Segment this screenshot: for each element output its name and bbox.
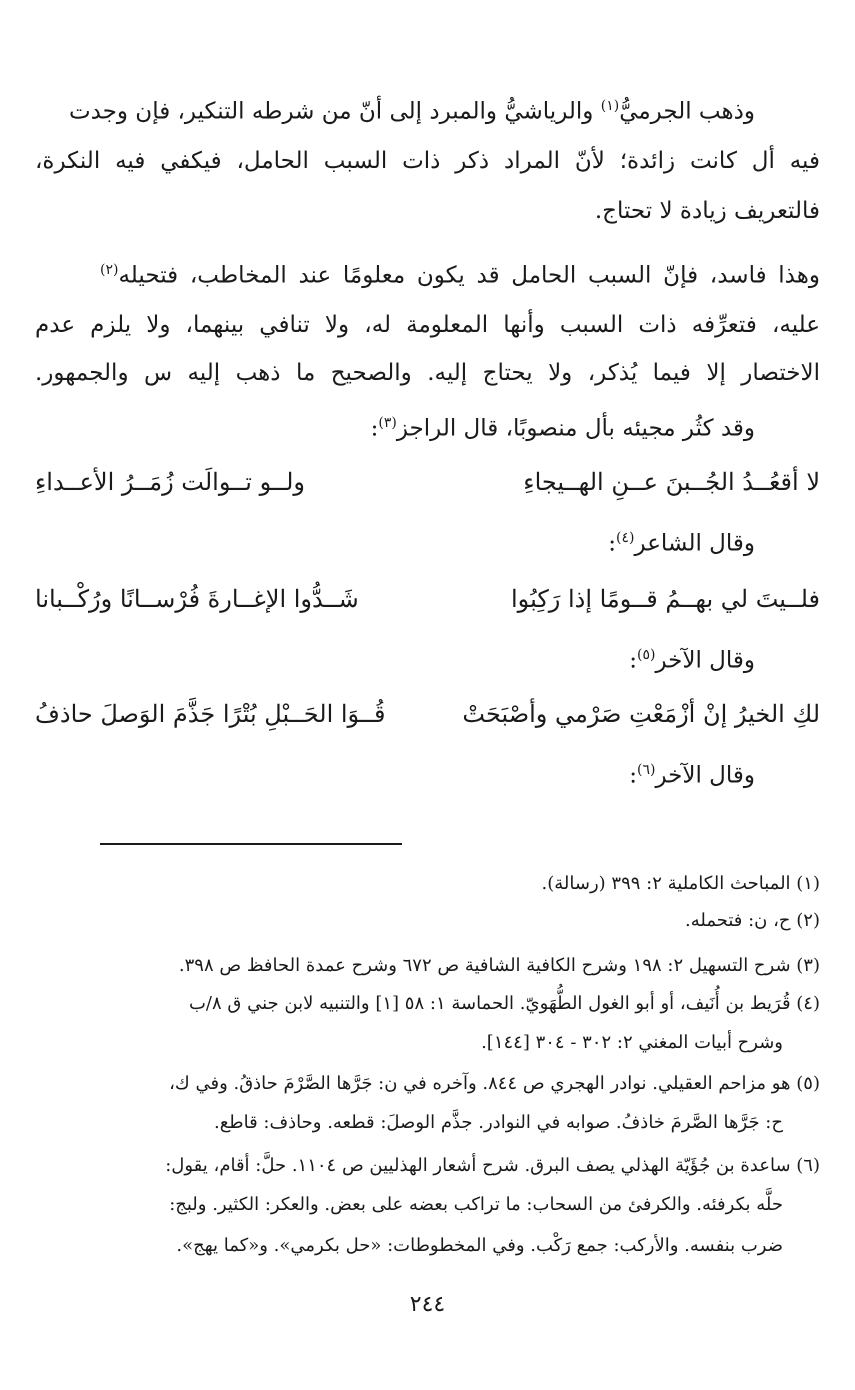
footnote-separator <box>100 843 402 845</box>
footnote-ref-4: (٤) <box>616 530 635 546</box>
footnote-ref-1: (١) <box>600 98 620 114</box>
paragraph-1-line-1 <box>35 98 755 125</box>
paragraph-1-line-3: فالتعريف زيادة لا تحتاج. <box>594 198 820 224</box>
verse-3-hemistich-1: لكِ الخيرُ إنْ أزْمَعْتِ صَرْمي وأصْبَحَتْ <box>462 700 820 728</box>
page-number: ٢٤٤ <box>409 1292 446 1317</box>
verse-3-hemistich-2: قُــوَا الحَــبْلِ بُتْرًا جَذَّمَ الوَصلَ حاذفُ <box>35 700 386 728</box>
footnote-ref-6: (٦) <box>636 762 656 778</box>
text-run: : <box>629 647 637 674</box>
verse-1-hemistich-1: لا أقعُــدُ الجُــبنَ عــنِ الهــيجاءِ <box>523 468 820 496</box>
footnote-3: (٣) شرح التسهيل ٢: ١٩٨ وشرح الكافية الشافية ص ٦٧٢ وشرح عمدة الحافظ ص ٣٩٨. <box>178 955 820 976</box>
footnote-5-line-1: (٥) هو مزاحم العقيلي. نوادر الهجري ص ٨٤٤. وآخره في ن: جَرَّها الصَّرْمَ حاذقُ. وفي ك، <box>169 1073 820 1094</box>
footnote-ref-3: (٣) <box>378 415 397 431</box>
footnote-6-line-1: (٦) ساعدة بن جُؤَيّة الهذلي يصف البرق. شرح أشعار الهذليين ص ١١٠٤. حلَّ: أقام، يقول: <box>165 1155 820 1176</box>
text-run: وهذا فاسد، فإنّ السبب الحامل قد يكون معلومًا عند المخاطب، فتحيله <box>118 262 820 289</box>
text-run: وقال الآخر <box>655 647 755 674</box>
quote-intro-4 <box>35 530 755 557</box>
verse-2-hemistich-2: شَــدُّوا الإغــارةَ فُرْســانًا ورُكْــبانا <box>35 585 359 613</box>
text-run: : <box>370 415 379 442</box>
verse-1-hemistich-2: ولــو تــوالَت زُمَــرُ الأعــداءِ <box>35 468 305 496</box>
footnote-ref-2: (٢) <box>100 262 119 278</box>
footnote-6-line-3: ضرب بنفسه. والأركب: جمع رَكْب. وفي المخطوطات: «حل بكرمي». و«كما يهج». <box>176 1235 783 1256</box>
text-run: وقد كثُر مجيئه بأل منصوبًا، قال الراجز <box>396 415 755 442</box>
paragraph-2-line-2: عليه، فتعرِّفه ذات السبب وأنها المعلومة له، ولا تنافي بينهما، ولا يلزم عدم <box>35 312 820 338</box>
text-run: : <box>629 762 637 789</box>
text-run: وذهب الجرميُّ <box>619 98 755 125</box>
footnote-4-line-2: وشرح أبيات المغني ٢: ٣٠٢ - ٣٠٤ [١٤٤]. <box>481 1032 783 1053</box>
footnote-ref-5: (٥) <box>636 647 656 663</box>
text-run: : <box>608 530 617 557</box>
quote-intro-5 <box>35 647 755 674</box>
footnote-4-line-1: (٤) قُرَيط بن أُنَيف، أو أبو الغول الطُّهَويّ. الحماسة ١: ٥٨ [١] والتنبيه لابن جني ق ٨/ب <box>188 993 820 1014</box>
footnote-5-line-2: ح: جَرَّها الصَّرمَ خاذفُ. صوابه في النوادر. جذَّم الوصلَ: قطعه. وحاذف: قاطع. <box>213 1112 783 1133</box>
text-run: والرياشيُّ والمبرد إلى أنّ من شرطه التنكير، فإن وجدت <box>68 98 601 125</box>
text-run: وقال الشاعر <box>634 530 755 557</box>
paragraph-2-line-3: الاختصار إلا فيما يُذكر، ولا يحتاج إليه. والصحيح ما ذهب إليه س والجمهور. <box>35 360 820 386</box>
verse-2-hemistich-1: فلــيتَ لي بهــمُ قــومًا إذا رَكِبُوا <box>511 585 820 613</box>
footnote-1: (١) المباحث الكاملية ٢: ٣٩٩ (رسالة). <box>541 873 820 894</box>
paragraph-2-line-1 <box>100 262 820 289</box>
paragraph-1-line-2: فيه أل كانت زائدة؛ لأنّ المراد ذكر ذات السبب الحامل، فيكفي فيه النكرة، <box>35 148 820 174</box>
footnote-2: (٢) ح، ن: فتحمله. <box>685 910 820 931</box>
paragraph-3-line-1 <box>35 415 755 442</box>
footnote-6-line-2: حلَّه بكرفئه. والكرفئ من السحاب: ما تراكب بعضه على بعض. والعكر: الكثير. ولبج: <box>169 1194 783 1215</box>
quote-intro-6 <box>35 762 755 789</box>
text-run: وقال الآخر <box>655 762 755 789</box>
